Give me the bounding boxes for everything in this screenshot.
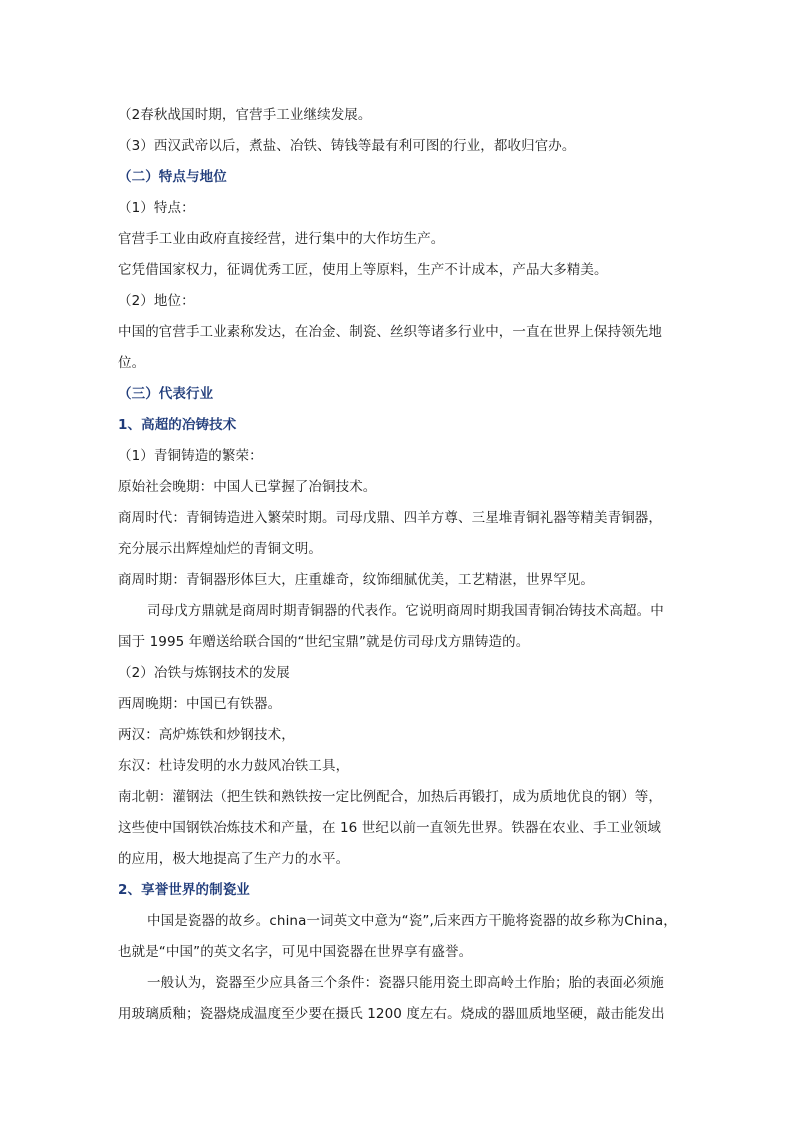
text-line: 中国是瓷器的故乡。china一词英文中意为“瓷”,后来西方干脆将瓷器的故乡称为China， <box>147 913 677 929</box>
text-line: 司母戊方鼎就是商周时期青铜器的代表作。它说明商周时期我国青铜冶铸技术高超。中 <box>147 603 664 619</box>
text-line: 商周时代：青铜铸造进入繁荣时期。司母戊鼎、四羊方尊、三星堆青铜礼器等精美青铜器， <box>118 510 662 526</box>
text-line: 它凭借国家权力，征调优秀工匠，使用上等原料，生产不计成本，产品大多精美。 <box>118 262 608 278</box>
section-heading: （三）代表行业 <box>118 386 214 402</box>
text-line: 东汉：杜诗发明的水力鼓风冶铁工具， <box>118 758 350 774</box>
text-line: （2）冶铁与炼钢技术的发展 <box>118 665 290 681</box>
text-line: （2春秋战国时期，官营手工业继续发展。 <box>118 107 372 123</box>
text-line: （1）青铜铸造的繁荣： <box>118 448 263 464</box>
text-line: 南北朝：灌钢法（把生铁和熟铁按一定比例配合，加热后再锻打，成为质地优良的钢）等， <box>118 789 662 805</box>
text-line: 官营手工业由政府直接经营，进行集中的大作坊生产。 <box>118 231 445 247</box>
text-line: 中国的官营手工业素称发达，在冶金、制瓷、丝织等诸多行业中，一直在世界上保持领先地 <box>118 324 662 340</box>
text-line: 也就是“中国”的英文名字，可见中国瓷器在世界享有盛誉。 <box>118 944 473 960</box>
text-line: 的应用，极大地提高了生产力的水平。 <box>118 851 350 867</box>
text-line: 位。 <box>118 355 146 371</box>
text-line: （3）西汉武帝以后，煮盐、冶铁、铸钱等最有利可图的行业，都收归官办。 <box>118 138 576 154</box>
section-heading: （二）特点与地位 <box>118 169 227 185</box>
text-line: 一般认为，瓷器至少应具备三个条件：瓷器只能用瓷土即高岭土作胎；胎的表面必须施 <box>147 975 664 991</box>
text-line: 原始社会晚期：中国人已掌握了冶铜技术。 <box>118 479 377 495</box>
text-line: 用玻璃质釉；瓷器烧成温度至少要在摄氏 1200 度左右。烧成的器皿质地坚硬，敲击能发出 <box>118 1006 665 1022</box>
text-line: 充分展示出辉煌灿烂的青铜文明。 <box>118 541 322 557</box>
text-line: 两汉：高炉炼铁和炒钢技术， <box>118 727 295 743</box>
document-page <box>118 100 683 1030</box>
section-heading: 2、享誉世界的制瓷业 <box>118 882 250 898</box>
section-heading: 1、高超的冶铸技术 <box>118 417 237 433</box>
text-line: 这些使中国钢铁冶炼技术和产量，在 16 世纪以前一直领先世界。铁器在农业、手工业领域 <box>118 820 661 836</box>
text-line: 西周晚期：中国已有铁器。 <box>118 696 282 712</box>
text-line: 商周时期：青铜器形体巨大，庄重雄奇，纹饰细腻优美，工艺精湛，世界罕见。 <box>118 572 594 588</box>
text-line: （1）特点： <box>118 200 195 216</box>
text-line: （2）地位： <box>118 293 195 309</box>
text-line: 国于 1995 年赠送给联合国的“世纪宝鼎”就是仿司母戊方鼎铸造的。 <box>118 634 530 650</box>
